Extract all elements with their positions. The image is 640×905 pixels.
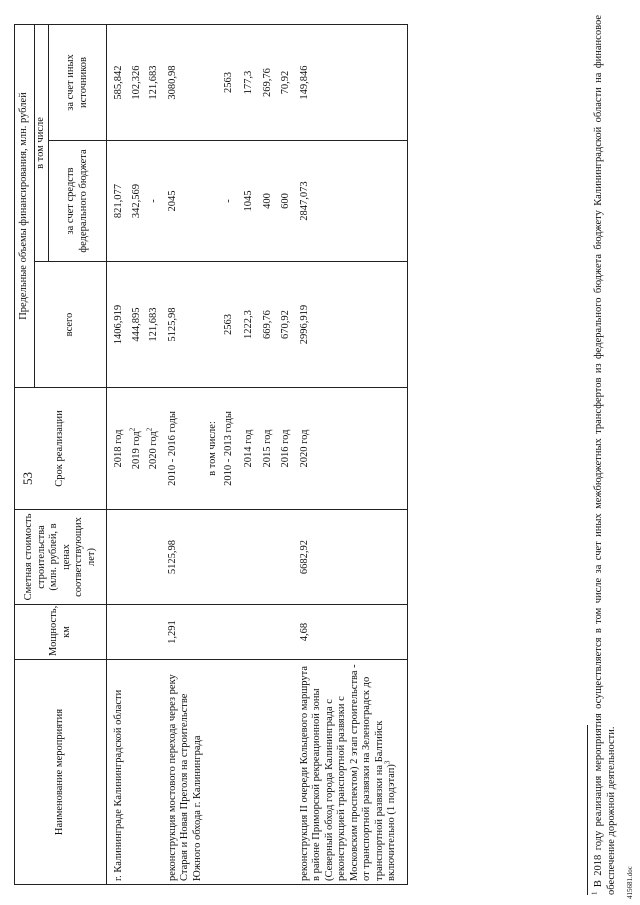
cell-name [143, 660, 161, 885]
cell-cost [126, 510, 144, 605]
cell-other [204, 24, 220, 140]
cell-cost [143, 510, 161, 605]
page-number: 53 [20, 472, 35, 485]
cell-other: 149,846 [293, 24, 408, 140]
cell-cost [107, 510, 126, 605]
cell-total: 670,92 [274, 262, 293, 388]
cell-period [204, 388, 220, 510]
cell-total: 669,76 [256, 262, 275, 388]
period-text: 2016 год [280, 429, 291, 468]
table-row [274, 24, 293, 884]
cell-power [220, 605, 236, 660]
cell-power [235, 605, 256, 660]
cell-federal: 1045 [235, 141, 256, 262]
cell-cost [256, 510, 275, 605]
cell-federal [204, 141, 220, 262]
cell-power [274, 605, 293, 660]
cell-other: 121,683 [143, 24, 161, 140]
cell-federal: - [220, 141, 236, 262]
footnote-mark: 1 [590, 891, 599, 895]
cell-power: 4,68 [293, 605, 408, 660]
cell-other: 585,842 [107, 24, 126, 140]
cell-other: 2563 [220, 24, 236, 140]
cell-power [143, 605, 161, 660]
cell-name [220, 660, 236, 885]
cell-name [256, 660, 275, 885]
cell-federal: 342,569 [126, 141, 144, 262]
period-footnote-mark: 2 [128, 427, 136, 432]
period-text: 2014 год [243, 429, 254, 468]
cell-total: 1406,919 [107, 262, 126, 388]
cell-total [204, 262, 220, 388]
cell-name [293, 660, 408, 885]
header-total: всего [35, 262, 107, 388]
financing-table [14, 24, 408, 885]
table-row [107, 24, 126, 884]
header-period: Срок реализации [15, 388, 107, 510]
cell-period [126, 388, 144, 510]
cell-total: 121,683 [143, 262, 161, 388]
table-row [143, 24, 161, 884]
cell-name [126, 660, 144, 885]
cell-federal: 600 [274, 141, 293, 262]
period-text: 2018 год [113, 429, 124, 468]
cell-power [204, 605, 220, 660]
footnote-text: В 2018 году реализация мероприятия осуществляется в том числе за счет иных межбюджетных трансфертов из федерального бюджета бюджету Калининградской области на финансовое обеспечение дорожной деятельности. [593, 14, 617, 895]
cell-cost: 6682,92 [293, 510, 408, 605]
header-including: в том числе [35, 24, 49, 261]
period-text: в том числе: [207, 421, 218, 476]
cell-period [107, 388, 126, 510]
table-row [126, 24, 144, 884]
cell-power [126, 605, 144, 660]
table-row [204, 24, 220, 884]
cell-cost [274, 510, 293, 605]
cell-power: 1,291 [161, 605, 205, 660]
document-id: 415681.doc [626, 866, 634, 899]
cell-cost [235, 510, 256, 605]
table-row [256, 24, 275, 884]
period-text: 2020 год [298, 429, 310, 468]
cell-period [235, 388, 256, 510]
table-row [161, 24, 205, 884]
cell-other: 269,76 [256, 24, 275, 140]
cell-total: 5125,98 [161, 262, 205, 388]
cell-period [274, 388, 293, 510]
period-text: 2010 - 2016 годы [166, 411, 178, 486]
header-federal: за счет средств федерального бюджета [49, 141, 107, 262]
cell-power [256, 605, 275, 660]
footnote-separator [587, 725, 588, 895]
cell-total: 2563 [220, 262, 236, 388]
period-footnote-mark: 2 [145, 427, 154, 432]
cell-federal: - [143, 141, 161, 262]
cell-period [220, 388, 236, 510]
header-other: за счет иных источников [49, 24, 107, 140]
cell-power [107, 605, 126, 660]
header-limits: Предельные объемы финансирования, млн. рублей [15, 24, 35, 387]
cell-other: 177,3 [235, 24, 256, 140]
cell-cost [204, 510, 220, 605]
header-cost: Сметная стоимость строительства (млн. рублей, в ценах соответствующих лет) [15, 510, 107, 605]
cell-name [204, 660, 220, 885]
cell-cost: 5125,98 [161, 510, 205, 605]
name-text: реконструкция II очереди Кольцевого маршрута в районе Приморской рекреационной зоны (Северный обход города Калининграда с реконструкцией транспортной развязки с Московским проспектом) 2 этап строительства - от транспортной развязки на Зеленоградск до транспортной развязки на Балтийск включительно (1 подэтап) [298, 664, 397, 881]
cell-period [143, 388, 161, 510]
cell-total: 444,895 [126, 262, 144, 388]
cell-federal: 400 [256, 141, 275, 262]
table-row [293, 24, 408, 884]
cell-name: реконструкция мостового перехода через реку Старая и Новая Преголя на строительстве Южного обхода г. Калининграда [161, 660, 205, 885]
cell-federal: 2045 [161, 141, 205, 262]
cell-other: 3080,98 [161, 24, 205, 140]
period-text: 2010 - 2013 годы [222, 411, 234, 486]
cell-cost [220, 510, 236, 605]
footnote [592, 15, 618, 895]
table-row [235, 24, 256, 884]
cell-total: 1222,3 [235, 262, 256, 388]
cell-other: 102,326 [126, 24, 144, 140]
cell-period [161, 388, 205, 510]
header-power: Мощность, км [15, 605, 107, 660]
header-name: Наименование мероприятия [15, 660, 107, 885]
cell-period [256, 388, 275, 510]
period-text: 2020 год [148, 431, 159, 470]
cell-name: г. Калининграде Калининградской области [107, 660, 126, 885]
cell-federal: 2847,073 [293, 141, 408, 262]
cell-name [235, 660, 256, 885]
period-text: 2019 год [130, 431, 142, 470]
period-text: 2015 год [261, 429, 273, 468]
name-footnote-mark: 3 [383, 760, 392, 765]
cell-other: 70,92 [274, 24, 293, 140]
cell-total: 2996,919 [293, 262, 408, 388]
cell-federal: 821,077 [107, 141, 126, 262]
table-row [220, 24, 236, 884]
cell-period [293, 388, 408, 510]
cell-name [274, 660, 293, 885]
